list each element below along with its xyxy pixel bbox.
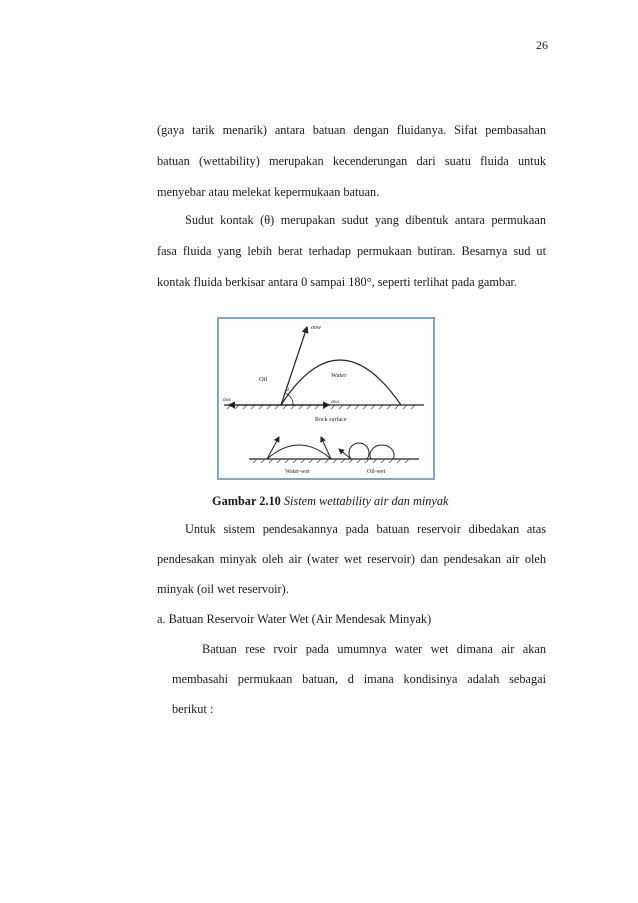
lower-rock-hatching [253,459,409,463]
water-wet-drop [267,445,331,459]
label-sigma-os: σos [223,397,231,403]
upper-diagram [223,325,424,423]
caption-text: Sistem wettability air dan minyak [283,494,449,508]
caption-label: Gambar 2.10 [212,494,281,508]
text-line: fasa fluida yang lebih berat terhadap permukaan butiran. Besarnya sud ut [157,244,546,258]
text-line: Batuan rese rvoir pada umumnya water wet dimana air akan [202,642,546,656]
text-line: membasahi permukaan batuan, d imana kondisinya adalah sebagai [172,672,546,686]
text-line: berikut : [172,702,214,716]
label-water-wet: Water-wet [285,469,310,475]
text-line: batuan (wettability) merupakan kecenderungan dari suatu fluida untuk [157,154,546,168]
text-line: pendesakan minyak oleh air (water wet reservoir) dan pendesakan air oleh [157,552,546,566]
lower-diagram [249,437,419,475]
label-sigma-ws: σws [331,399,340,405]
text-line: Sudut kontak (θ) merupakan sudut yang dibentuk antara permukaan [185,213,546,227]
text-line: Untuk sistem pendesakannya pada batuan reservoir dibedakan atas [185,522,546,536]
text-line: kontak fluida berkisar antara 0 sampai 180°, seperti terlihat pada gambar. [157,275,518,289]
label-water: Water [331,372,347,379]
label-sigma-ow: σow [311,325,321,331]
figure-caption [212,494,448,509]
text-line: menyebar atau melekat kepermukaan batuan. [157,185,380,199]
wettability-figure [217,317,435,480]
page-number: 26 [536,38,548,52]
oil-wet-drop-left [349,443,369,459]
rock-hatching [227,405,415,409]
water-wet-arrow-right [321,437,331,459]
label-oil-wet: Oil-wet [367,469,386,475]
oil-wet-drop-right [370,445,394,459]
text-line: (gaya tarik menarik) antara batuan dengan fluidanya. Sifat pembasahan [157,123,546,137]
water-droplet-outline [281,360,401,405]
water-wet-arrow [267,437,279,459]
text-line: minyak (oil wet reservoir). [157,582,289,596]
label-rock-surface: Rock surface [315,417,347,423]
section-a-heading: a. Batuan Reservoir Water Wet (Air Mendesak Minyak) [157,612,432,626]
label-theta: θ [286,387,289,393]
angle-arc [285,393,293,405]
label-oil: Oil [259,376,268,383]
